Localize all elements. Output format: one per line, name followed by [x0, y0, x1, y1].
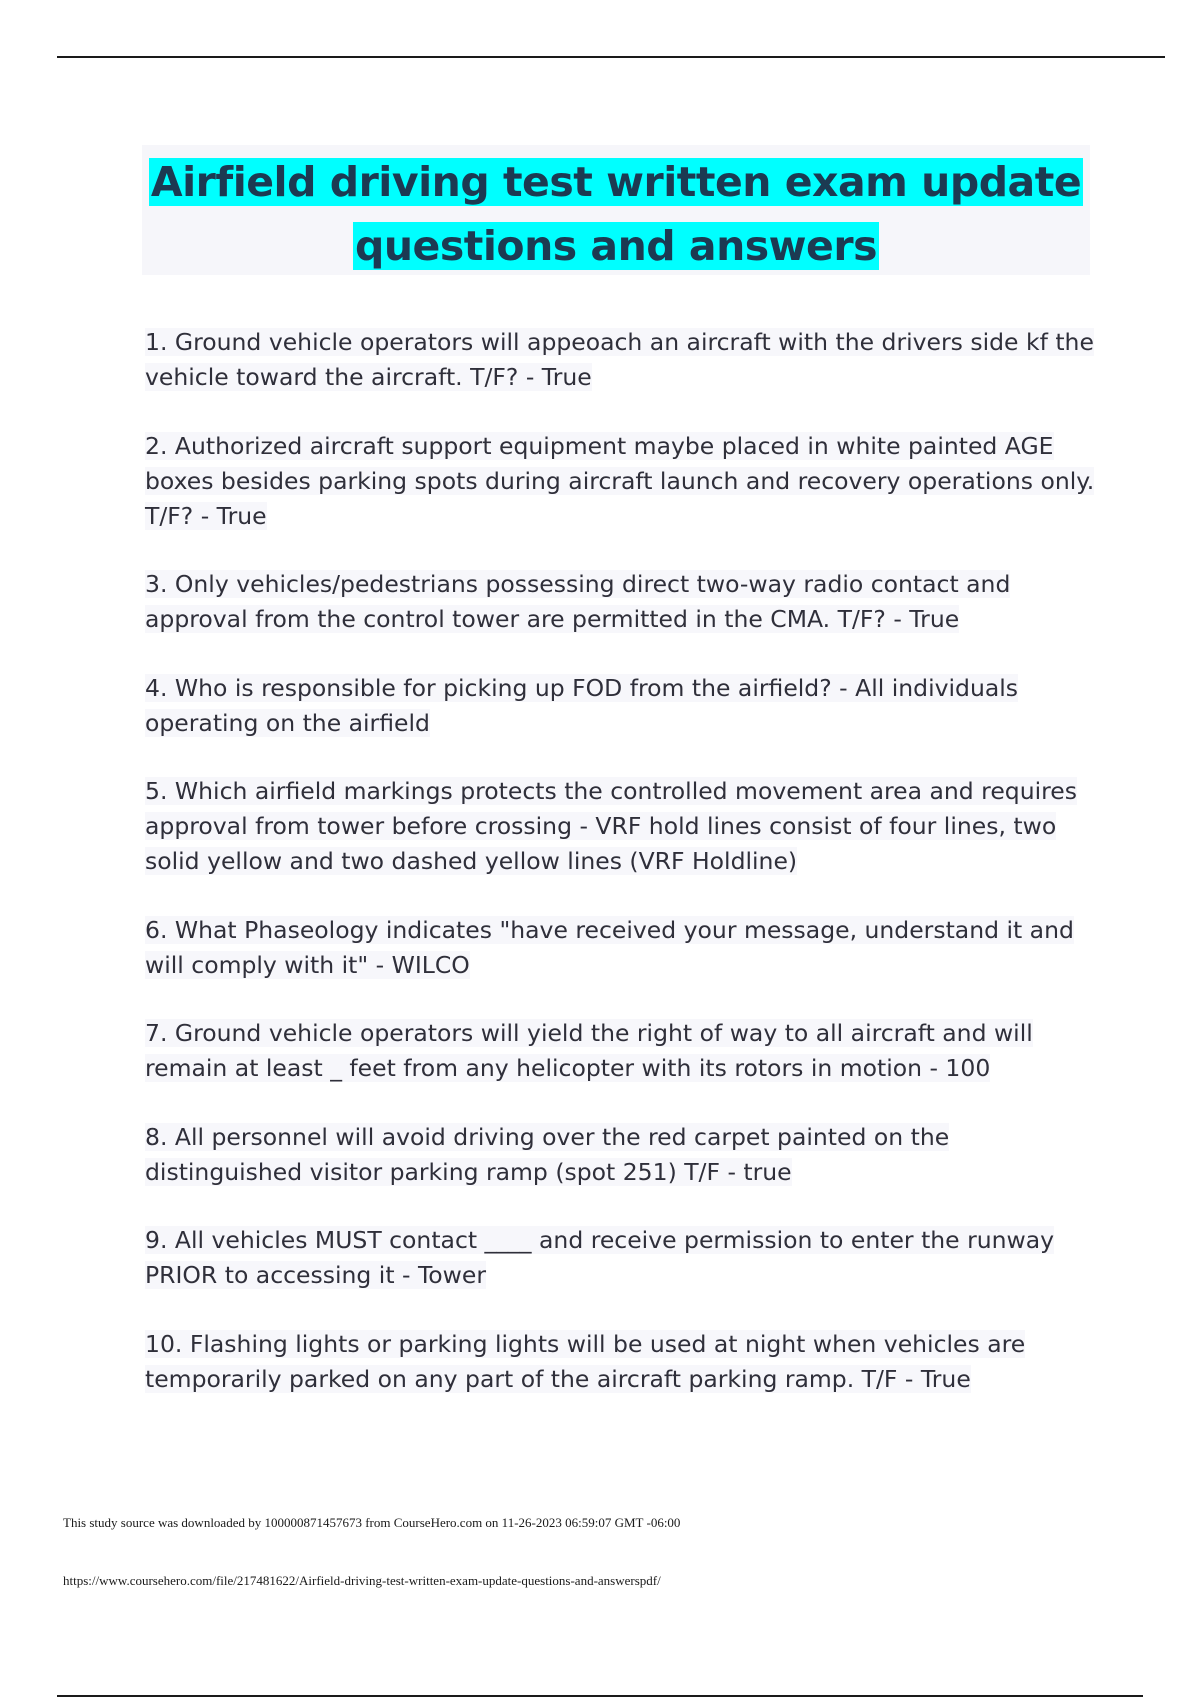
qa-text: All vehicles MUST contact ____ and receive permission to enter the runway PRIOR to accessing it - Tower	[145, 1226, 1055, 1289]
title-line-1: Airfield driving test written exam update	[150, 158, 1082, 206]
qa-number: 9.	[145, 1226, 168, 1254]
qa-text: Only vehicles/pedestrians possessing direct two-way radio contact and approval from the control tower are permitted in the CMA. T/F? - True	[145, 570, 1011, 633]
qa-number: 8.	[145, 1122, 168, 1151]
qa-item	[145, 1223, 1095, 1293]
title-line-2: questions and answers	[355, 222, 877, 270]
qa-text: Which airfield markings protects the controlled movement area and requires approval from tower before crossing - VRF hold lines consist of four lines, two solid yellow and two dashed yellow lines (VRF Holdline)	[145, 777, 1077, 875]
qa-text: What Phaseology indicates "have received your message, understand it and will comply with it" - WILCO	[145, 915, 1074, 979]
document-title	[142, 145, 1090, 278]
qa-text: Ground vehicle operators will appeoach an aircraft with the drivers side kf the vehicle toward the aircraft. T/F? - True	[145, 328, 1094, 391]
qa-text: Who is responsible for picking up FOD from the airfield? - All individuals operating on the airfield	[145, 673, 1019, 737]
source-url[interactable]: https://www.coursehero.com/file/217481622/Airfield-driving-test-written-exam-update-questions-and-answerspdf/	[63, 1573, 661, 1588]
qa-item	[145, 774, 1095, 879]
qa-item	[145, 567, 1095, 637]
qa-item	[145, 429, 1095, 534]
qa-number: 4.	[145, 673, 168, 702]
qa-number: 3.	[145, 570, 168, 598]
qa-text: Authorized aircraft support equipment maybe placed in white painted AGE boxes besides parking spots during aircraft launch and recovery operations only. T/F? - True	[145, 431, 1095, 530]
title-block	[142, 145, 1090, 275]
qa-item	[145, 671, 1095, 741]
qa-number: 2.	[145, 431, 168, 460]
qa-number: 1.	[145, 328, 168, 356]
qa-item	[145, 913, 1095, 983]
qa-item	[145, 325, 1095, 395]
download-source-note: This study source was downloaded by 100000871457673 from CourseHero.com on 11-26-2023 06:59:07 GMT -06:00	[63, 1515, 681, 1530]
qa-item	[145, 1120, 1095, 1190]
qa-number: 6.	[145, 915, 168, 944]
top-divider	[57, 56, 1165, 58]
qa-list	[145, 325, 1095, 1430]
qa-text: Ground vehicle operators will yield the right of way to all aircraft and will remain at least _ feet from any helicopter with its rotors in motion - 100	[145, 1019, 1033, 1082]
qa-item	[145, 1016, 1095, 1086]
qa-number: 5.	[145, 777, 168, 805]
bottom-divider	[57, 1695, 1143, 1697]
qa-number: 7.	[145, 1019, 168, 1047]
qa-text: All personnel will avoid driving over the red carpet painted on the distinguished visitor parking ramp (spot 251) T/F - true	[145, 1122, 950, 1186]
qa-text: Flashing lights or parking lights will be used at night when vehicles are temporarily parked on any part of the aircraft parking ramp. T/F - True	[145, 1329, 1026, 1393]
qa-item	[145, 1327, 1095, 1397]
qa-number: 10.	[145, 1329, 183, 1358]
